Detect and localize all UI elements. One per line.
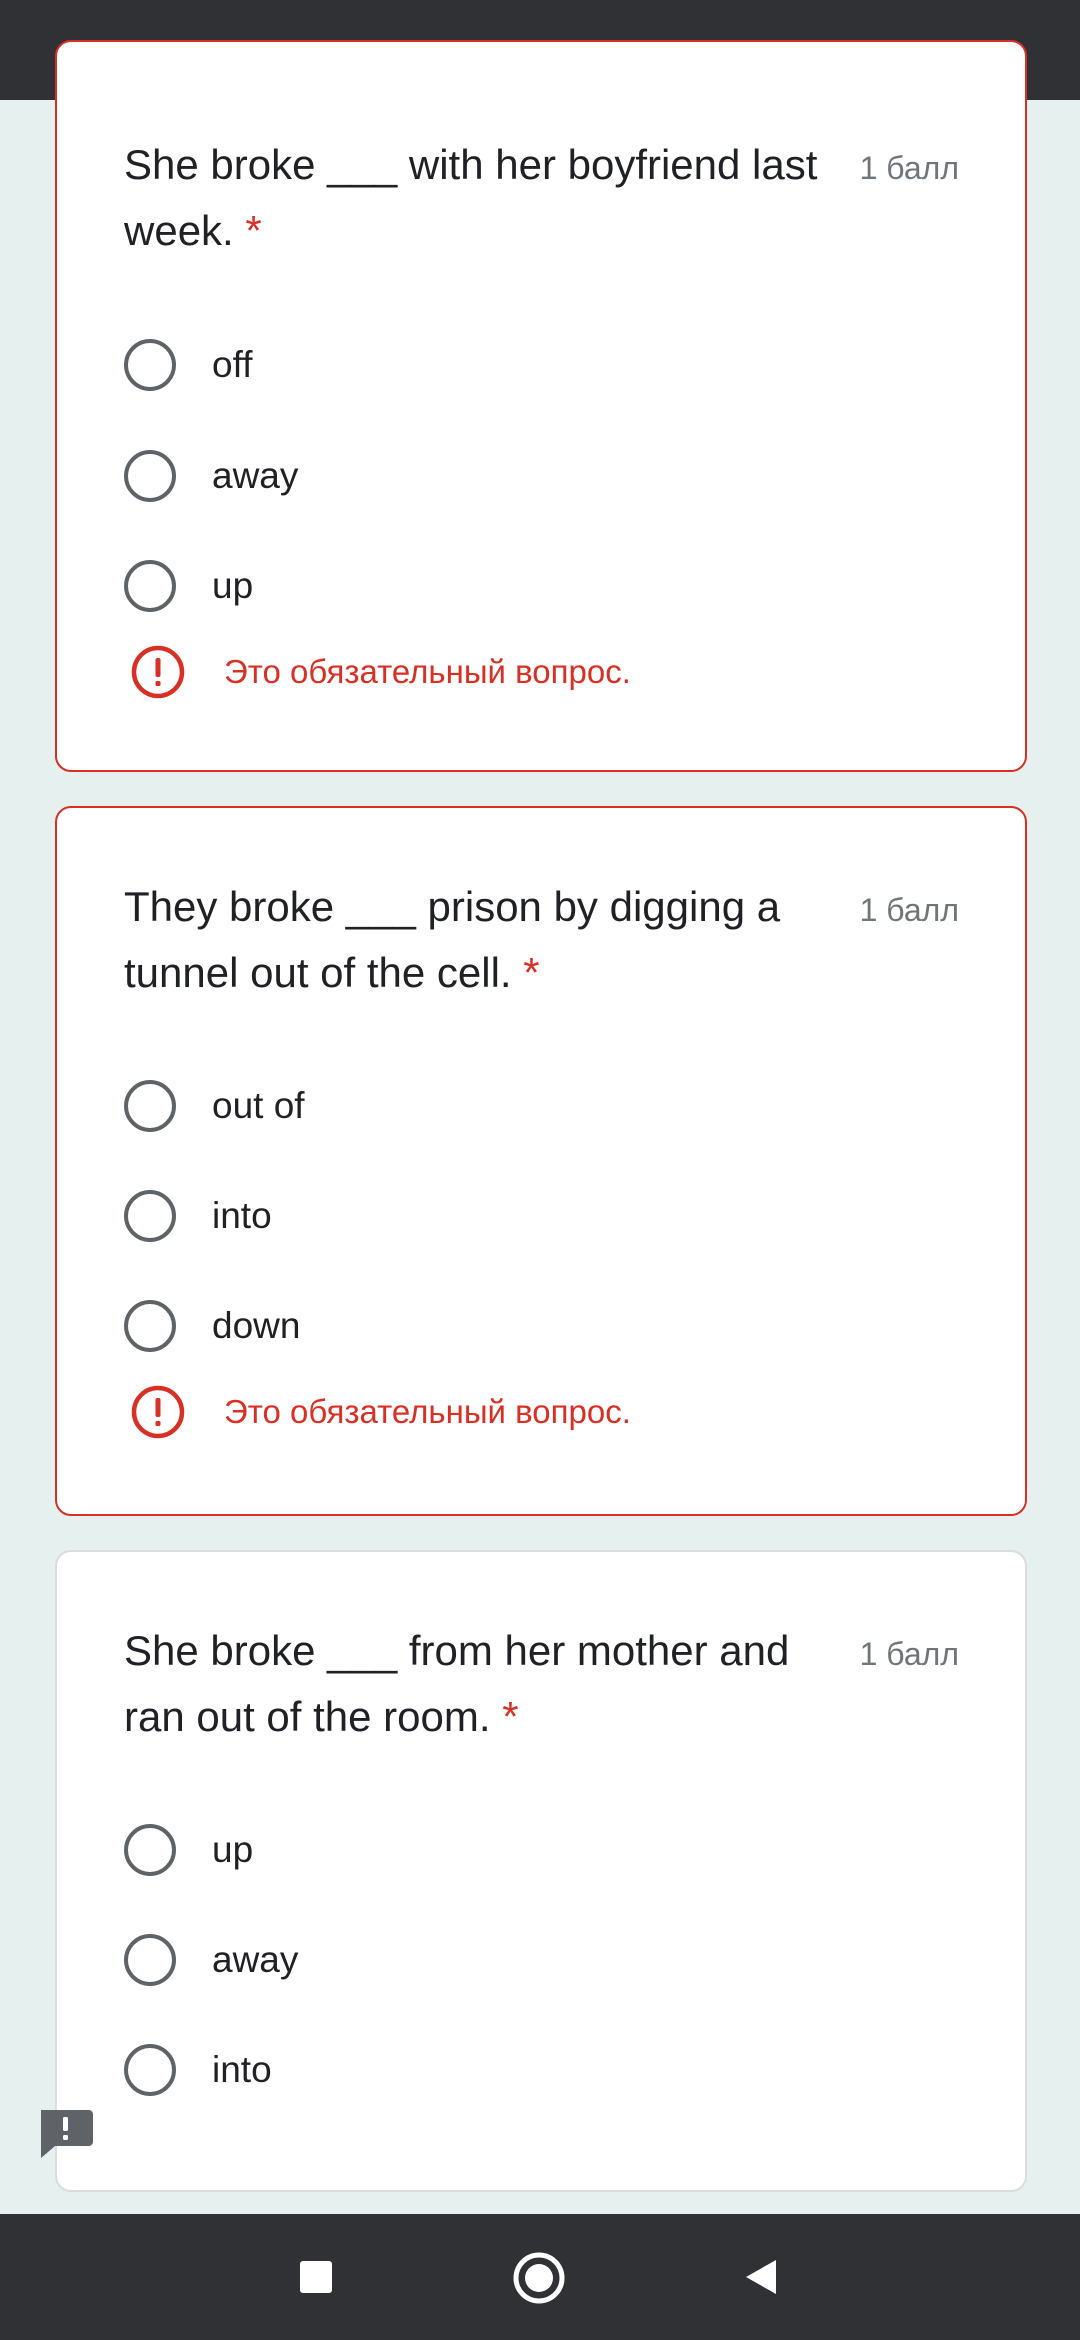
radio-button[interactable]: [124, 1934, 176, 1986]
error-icon: [130, 644, 186, 700]
radio-option[interactable]: [124, 446, 298, 506]
navigation-bar: [0, 2214, 1080, 2340]
radio-option[interactable]: [124, 2040, 272, 2100]
required-asterisk: *: [523, 949, 540, 996]
radio-button[interactable]: [124, 339, 176, 391]
question-card-1: [55, 40, 1027, 772]
option-label[interactable]: down: [212, 1305, 301, 1346]
radio-button[interactable]: [124, 2044, 176, 2096]
radio-button[interactable]: [124, 1824, 176, 1876]
radio-button[interactable]: [124, 450, 176, 502]
error-message: [130, 644, 631, 700]
points-label: 1 балл: [859, 892, 959, 928]
radio-option[interactable]: [124, 556, 253, 616]
question-text: She broke ___ with her boyfriend last week.: [124, 141, 818, 254]
required-asterisk: *: [245, 207, 262, 254]
option-label[interactable]: into: [212, 1195, 272, 1236]
question-card-2: [55, 806, 1027, 1516]
option-label[interactable]: up: [212, 565, 254, 606]
question-title: [124, 132, 844, 264]
option-label[interactable]: up: [212, 1829, 254, 1870]
question-text: She broke ___ from her mother and ran out of the room.: [124, 1627, 790, 1740]
question-title: [124, 874, 844, 1006]
radio-button[interactable]: [124, 560, 176, 612]
required-asterisk: *: [502, 1693, 519, 1740]
recents-button[interactable]: [299, 2260, 333, 2294]
error-icon: [130, 1384, 186, 1440]
radio-button[interactable]: [124, 1080, 176, 1132]
question-card-3: [55, 1550, 1027, 2192]
points-label: 1 балл: [859, 1636, 959, 1672]
radio-button[interactable]: [124, 1190, 176, 1242]
radio-option[interactable]: [124, 1076, 305, 1136]
radio-option[interactable]: [124, 335, 252, 395]
points-label: 1 балл: [859, 150, 959, 186]
error-message: [130, 1384, 631, 1440]
radio-option[interactable]: [124, 1930, 298, 1990]
error-text: Это обязательный вопрос.: [224, 653, 631, 690]
option-label[interactable]: off: [212, 344, 253, 385]
option-label[interactable]: into: [212, 2049, 272, 2090]
radio-button[interactable]: [124, 1300, 176, 1352]
back-button[interactable]: [744, 2258, 778, 2296]
question-text: They broke ___ prison by digging a tunnel out of the cell.: [124, 883, 781, 996]
radio-option[interactable]: [124, 1820, 253, 1880]
home-button[interactable]: [513, 2252, 565, 2304]
option-label[interactable]: away: [212, 455, 299, 496]
feedback-icon[interactable]: [37, 2108, 93, 2158]
radio-option[interactable]: [124, 1186, 272, 1246]
error-text: Это обязательный вопрос.: [224, 1393, 631, 1430]
radio-option[interactable]: [124, 1296, 300, 1356]
option-label[interactable]: out of: [212, 1085, 305, 1126]
option-label[interactable]: away: [212, 1939, 299, 1980]
question-title: [124, 1618, 844, 1750]
